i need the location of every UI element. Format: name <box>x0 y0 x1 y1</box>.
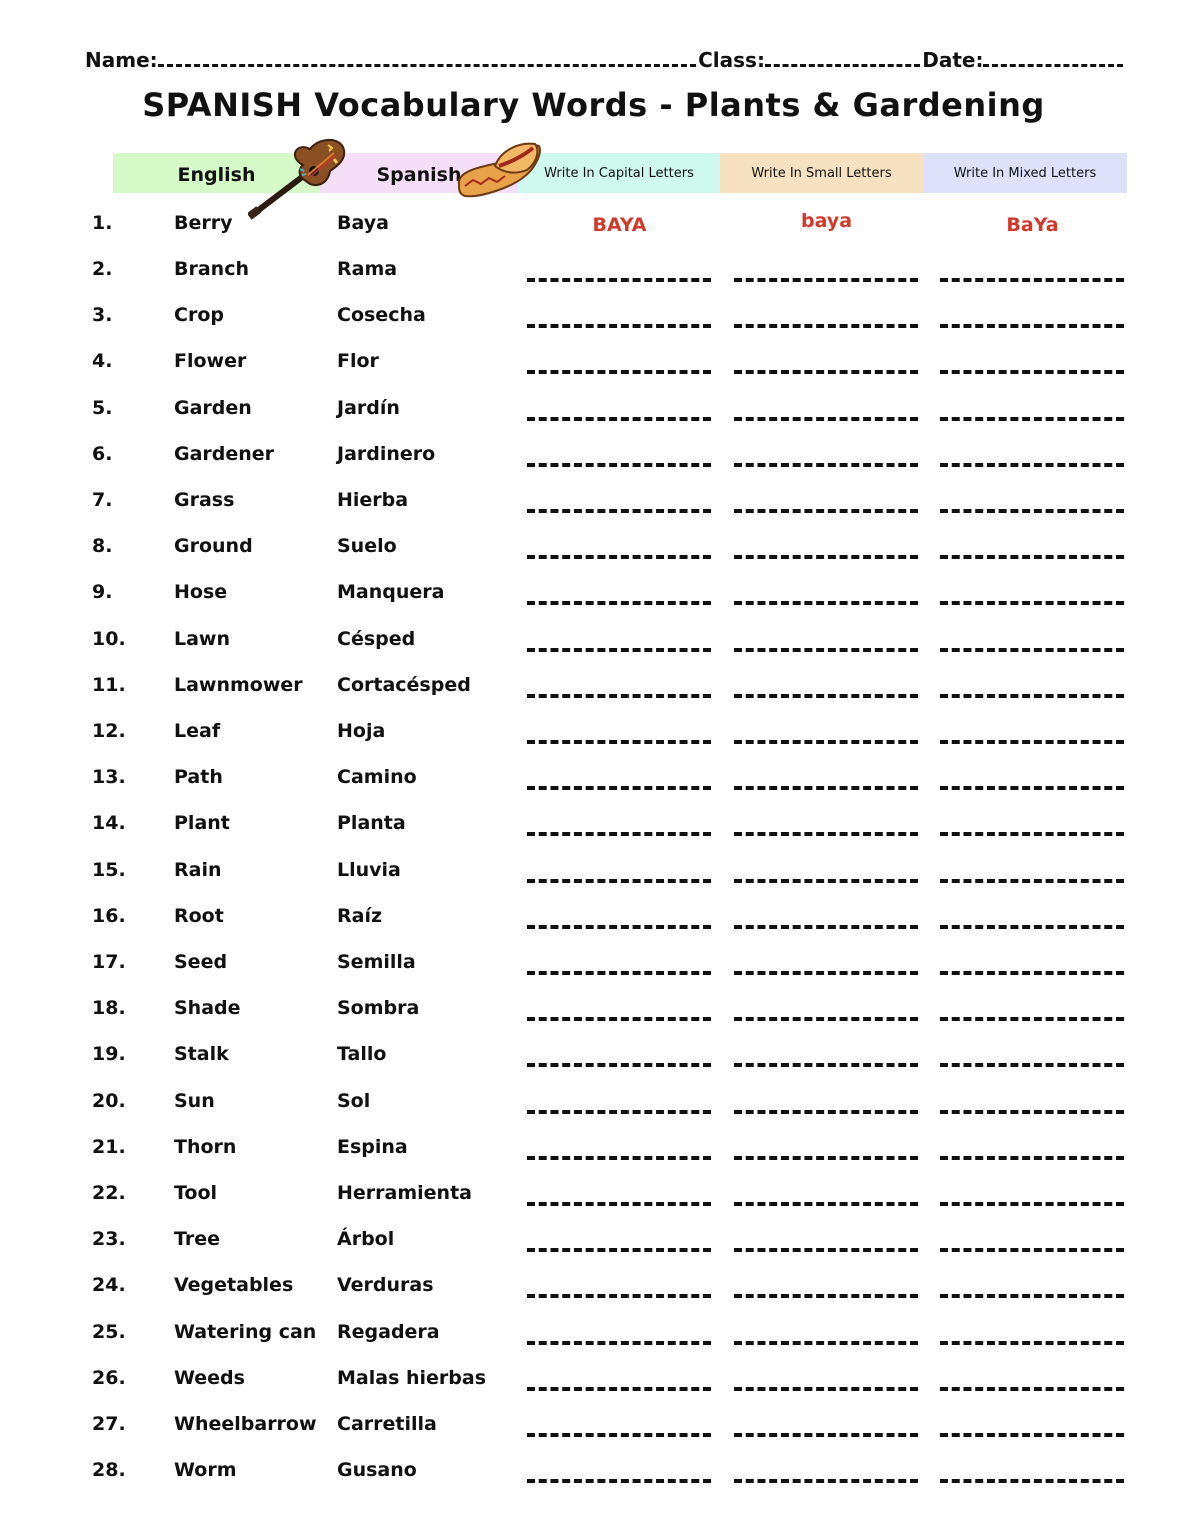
name-field[interactable] <box>158 49 696 67</box>
capital-answer-line[interactable] <box>527 1063 711 1067</box>
english-word: Vegetables <box>174 1274 294 1296</box>
mixed-answer-line[interactable] <box>940 1202 1124 1206</box>
spanish-word: Manquera <box>337 581 445 603</box>
small-answer-line[interactable] <box>734 509 918 513</box>
list-item <box>0 991 1187 1031</box>
list-item <box>0 622 1187 662</box>
spanish-word: Suelo <box>337 535 397 557</box>
spanish-word: Raíz <box>337 905 383 927</box>
list-item <box>0 575 1187 615</box>
list-item <box>0 899 1187 939</box>
english-word: Path <box>174 766 223 788</box>
spanish-word: Planta <box>337 812 406 834</box>
item-number: 17. <box>92 951 126 973</box>
list-item <box>0 391 1187 431</box>
english-word: Seed <box>174 951 228 973</box>
capital-answer-line[interactable] <box>527 740 711 744</box>
mixed-answer-line[interactable] <box>940 1479 1124 1483</box>
list-item <box>0 1222 1187 1262</box>
list-item <box>0 529 1187 569</box>
small-answer-line[interactable] <box>734 925 918 929</box>
mixed-answer-line[interactable] <box>940 1156 1124 1160</box>
item-number: 18. <box>92 997 126 1019</box>
small-answer-line[interactable] <box>734 648 918 652</box>
english-word: Tool <box>174 1182 218 1204</box>
english-word: Berry <box>174 212 233 234</box>
spanish-word: Rama <box>337 258 398 280</box>
item-number: 27. <box>92 1413 126 1435</box>
list-item <box>0 668 1187 708</box>
list-item <box>0 483 1187 523</box>
capital-answer-line[interactable] <box>527 278 711 282</box>
capital-answer-line[interactable] <box>527 370 711 374</box>
english-word: Grass <box>174 489 235 511</box>
spanish-word: Gusano <box>337 1459 417 1481</box>
small-answer-line[interactable] <box>734 1387 918 1391</box>
capital-answer-line[interactable] <box>527 1017 711 1021</box>
spanish-word: Cortacésped <box>337 674 471 696</box>
mixed-answer-line[interactable] <box>940 278 1124 282</box>
item-number: 19. <box>92 1043 126 1065</box>
list-item <box>0 1315 1187 1355</box>
english-word: Garden <box>174 397 252 419</box>
spanish-word: Baya <box>337 212 389 234</box>
small-answer-line[interactable] <box>734 1479 918 1483</box>
spanish-word: Lluvia <box>337 859 401 881</box>
spanish-word: Carretilla <box>337 1413 437 1435</box>
english-word: Tree <box>174 1228 221 1250</box>
item-number: 7. <box>92 489 113 511</box>
small-answer-line[interactable] <box>734 601 918 605</box>
list-item <box>0 437 1187 477</box>
list-item <box>0 1453 1187 1493</box>
small-answer-line[interactable] <box>734 740 918 744</box>
capital-answer-line[interactable] <box>527 648 711 652</box>
mixed-answer-line[interactable] <box>940 1017 1124 1021</box>
spanish-word: Hoja <box>337 720 386 742</box>
capital-answer-line[interactable] <box>527 555 711 559</box>
column-header-mixed: Write In Mixed Letters <box>923 153 1127 193</box>
list-item <box>0 714 1187 754</box>
mixed-answer-line[interactable] <box>940 509 1124 513</box>
example-small: baya <box>800 210 853 232</box>
list-item <box>0 1084 1187 1124</box>
class-label: Class: <box>698 48 765 72</box>
small-answer-line[interactable] <box>734 555 918 559</box>
spanish-word: Verduras <box>337 1274 434 1296</box>
item-number: 22. <box>92 1182 126 1204</box>
english-word: Crop <box>174 304 224 326</box>
list-item <box>0 1037 1187 1077</box>
english-word: Weeds <box>174 1367 245 1389</box>
small-answer-line[interactable] <box>734 370 918 374</box>
item-number: 11. <box>92 674 126 696</box>
small-answer-line[interactable] <box>734 1110 918 1114</box>
spanish-word: Camino <box>337 766 417 788</box>
item-number: 14. <box>92 812 126 834</box>
item-number: 16. <box>92 905 126 927</box>
english-word: Wheelbarrow <box>174 1413 317 1435</box>
item-number: 21. <box>92 1136 126 1158</box>
list-item <box>0 298 1187 338</box>
item-number: 6. <box>92 443 113 465</box>
mixed-answer-line[interactable] <box>940 740 1124 744</box>
item-number: 23. <box>92 1228 126 1250</box>
mixed-answer-line[interactable] <box>940 370 1124 374</box>
item-number: 9. <box>92 581 113 603</box>
small-answer-line[interactable] <box>734 694 918 698</box>
small-answer-line[interactable] <box>734 278 918 282</box>
english-word: Thorn <box>174 1136 237 1158</box>
sombrero-icon <box>455 140 545 202</box>
english-word: Plant <box>174 812 230 834</box>
capital-answer-line[interactable] <box>527 1202 711 1206</box>
item-number: 25. <box>92 1321 126 1343</box>
spanish-word: Sombra <box>337 997 420 1019</box>
capital-answer-line[interactable] <box>527 1156 711 1160</box>
capital-answer-line[interactable] <box>527 925 711 929</box>
capital-answer-line[interactable] <box>527 601 711 605</box>
english-word: Lawnmower <box>174 674 303 696</box>
item-number: 1. <box>92 212 113 234</box>
mixed-answer-line[interactable] <box>940 417 1124 421</box>
spanish-word: Regadera <box>337 1321 440 1343</box>
capital-answer-line[interactable] <box>527 1479 711 1483</box>
item-number: 10. <box>92 628 126 650</box>
item-number: 2. <box>92 258 113 280</box>
capital-answer-line[interactable] <box>527 509 711 513</box>
item-number: 4. <box>92 350 113 372</box>
spanish-word: Jardín <box>337 397 400 419</box>
english-word: Branch <box>174 258 249 280</box>
capital-answer-line[interactable] <box>527 786 711 790</box>
small-answer-line[interactable] <box>734 832 918 836</box>
item-number: 24. <box>92 1274 126 1296</box>
capital-answer-line[interactable] <box>527 463 711 467</box>
english-word: Rain <box>174 859 222 881</box>
english-word: Gardener <box>174 443 275 465</box>
small-answer-line[interactable] <box>734 1248 918 1252</box>
small-answer-line[interactable] <box>734 417 918 421</box>
english-word: Worm <box>174 1459 237 1481</box>
list-item <box>0 1361 1187 1401</box>
mixed-answer-line[interactable] <box>940 648 1124 652</box>
capital-answer-line[interactable] <box>527 694 711 698</box>
mixed-answer-line[interactable] <box>940 879 1124 883</box>
list-item <box>0 252 1187 292</box>
list-item <box>0 1176 1187 1216</box>
capital-answer-line[interactable] <box>527 1433 711 1437</box>
list-item <box>0 853 1187 893</box>
item-number: 12. <box>92 720 126 742</box>
english-word: Sun <box>174 1090 215 1112</box>
small-answer-line[interactable] <box>734 786 918 790</box>
small-answer-line[interactable] <box>734 1433 918 1437</box>
item-number: 3. <box>92 304 113 326</box>
english-word: Shade <box>174 997 241 1019</box>
spanish-word: Césped <box>337 628 416 650</box>
mixed-answer-line[interactable] <box>940 1110 1124 1114</box>
mixed-answer-line[interactable] <box>940 832 1124 836</box>
small-answer-line[interactable] <box>734 1294 918 1298</box>
spanish-word: Espina <box>337 1136 408 1158</box>
column-header-small: Write In Small Letters <box>720 153 923 193</box>
english-word: Lawn <box>174 628 231 650</box>
mixed-answer-line[interactable] <box>940 463 1124 467</box>
small-answer-line[interactable] <box>734 1341 918 1345</box>
mixed-answer-line[interactable] <box>940 694 1124 698</box>
example-capital: BAYA <box>592 214 647 236</box>
list-item <box>0 344 1187 384</box>
item-number: 26. <box>92 1367 126 1389</box>
mixed-answer-line[interactable] <box>940 555 1124 559</box>
spanish-word: Árbol <box>337 1228 395 1250</box>
mixed-answer-line[interactable] <box>940 1433 1124 1437</box>
column-header-english: English <box>113 153 320 193</box>
capital-answer-line[interactable] <box>527 1110 711 1114</box>
capital-answer-line[interactable] <box>527 971 711 975</box>
small-answer-line[interactable] <box>734 1156 918 1160</box>
spanish-word: Malas hierbas <box>337 1367 487 1389</box>
english-word: Stalk <box>174 1043 229 1065</box>
small-answer-line[interactable] <box>734 1202 918 1206</box>
capital-answer-line[interactable] <box>527 1248 711 1252</box>
date-label: Date: <box>922 48 984 72</box>
spanish-word: Tallo <box>337 1043 387 1065</box>
student-info-line <box>85 48 1125 78</box>
capital-answer-line[interactable] <box>527 417 711 421</box>
english-word: Root <box>174 905 224 927</box>
mixed-answer-line[interactable] <box>940 1063 1124 1067</box>
small-answer-line[interactable] <box>734 1063 918 1067</box>
list-item <box>0 1407 1187 1447</box>
mixed-answer-line[interactable] <box>940 1294 1124 1298</box>
mixed-answer-line[interactable] <box>940 786 1124 790</box>
spanish-word: Sol <box>337 1090 371 1112</box>
example-mixed: BaYa <box>1006 214 1059 236</box>
mixed-answer-line[interactable] <box>940 1341 1124 1345</box>
small-answer-line[interactable] <box>734 1017 918 1021</box>
small-answer-line[interactable] <box>734 879 918 883</box>
english-word: Watering can <box>174 1321 317 1343</box>
small-answer-line[interactable] <box>734 324 918 328</box>
item-number: 28. <box>92 1459 126 1481</box>
mixed-answer-line[interactable] <box>940 971 1124 975</box>
item-number: 8. <box>92 535 113 557</box>
spanish-word: Jardinero <box>337 443 436 465</box>
english-word: Hose <box>174 581 228 603</box>
small-answer-line[interactable] <box>734 463 918 467</box>
spanish-word: Semilla <box>337 951 416 973</box>
list-item <box>0 206 1187 246</box>
spanish-word: Herramienta <box>337 1182 472 1204</box>
column-header-spanish: Spanish <box>320 153 518 193</box>
english-word: Ground <box>174 535 253 557</box>
list-item <box>0 1268 1187 1308</box>
english-word: Leaf <box>174 720 221 742</box>
item-number: 20. <box>92 1090 126 1112</box>
capital-answer-line[interactable] <box>527 1387 711 1391</box>
capital-answer-line[interactable] <box>527 832 711 836</box>
item-number: 13. <box>92 766 126 788</box>
mixed-answer-line[interactable] <box>940 1248 1124 1252</box>
mixed-answer-line[interactable] <box>940 324 1124 328</box>
name-label: Name: <box>85 48 158 72</box>
column-header-capital: Write In Capital Letters <box>518 153 720 193</box>
capital-answer-line[interactable] <box>527 1341 711 1345</box>
list-item <box>0 760 1187 800</box>
small-answer-line[interactable] <box>734 971 918 975</box>
date-field[interactable] <box>983 49 1123 67</box>
item-number: 15. <box>92 859 126 881</box>
spanish-word: Flor <box>337 350 379 372</box>
spanish-word: Cosecha <box>337 304 426 326</box>
list-item <box>0 945 1187 985</box>
capital-answer-line[interactable] <box>527 879 711 883</box>
list-item <box>0 806 1187 846</box>
mixed-answer-line[interactable] <box>940 925 1124 929</box>
capital-answer-line[interactable] <box>527 1294 711 1298</box>
english-word: Flower <box>174 350 247 372</box>
class-field[interactable] <box>765 49 920 67</box>
capital-answer-line[interactable] <box>527 324 711 328</box>
spanish-word: Hierba <box>337 489 409 511</box>
page-title: SPANISH Vocabulary Words - Plants & Gardening <box>142 86 1045 124</box>
list-item <box>0 1130 1187 1170</box>
item-number: 5. <box>92 397 113 419</box>
mixed-answer-line[interactable] <box>940 1387 1124 1391</box>
mixed-answer-line[interactable] <box>940 601 1124 605</box>
